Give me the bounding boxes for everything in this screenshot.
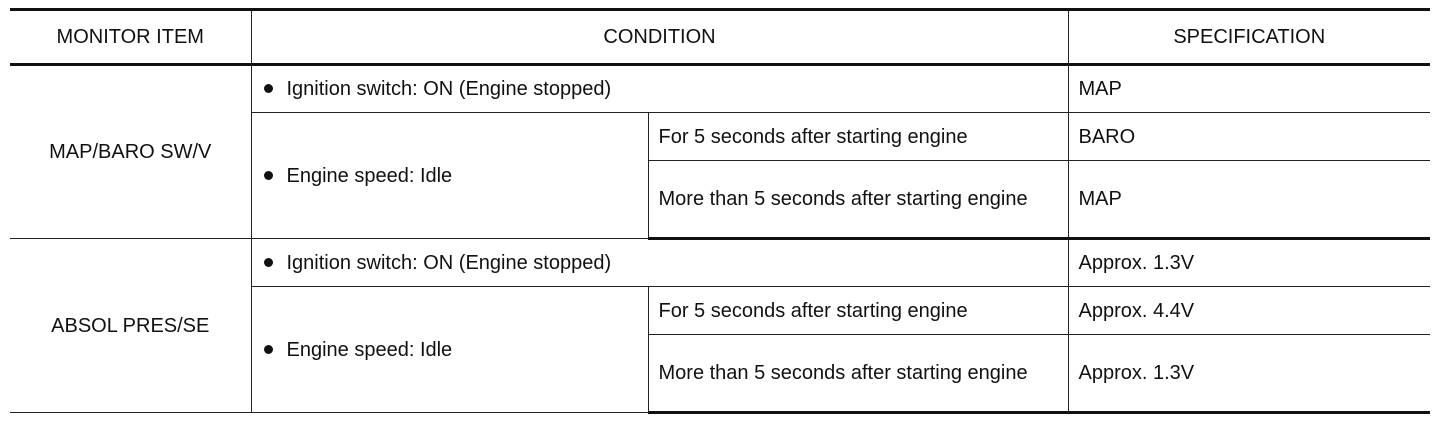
header-monitor-item: MONITOR ITEM [10, 10, 251, 65]
bullet-icon [264, 258, 273, 267]
monitor-item-cell: ABSOL PRES/SE [10, 239, 251, 413]
table-row [10, 65, 1430, 113]
sub-condition-cell: For 5 seconds after starting engine [648, 113, 1068, 161]
condition-cell [251, 239, 1068, 287]
header-condition: CONDITION [251, 10, 1068, 65]
specification-cell: MAP [1068, 161, 1430, 239]
condition-cell [251, 287, 648, 413]
sub-condition-cell: More than 5 seconds after starting engine [648, 335, 1068, 413]
condition-cell [251, 113, 648, 239]
header-row [10, 10, 1430, 65]
monitor-spec-table [10, 8, 1430, 414]
condition-text: Ignition switch: ON (Engine stopped) [286, 78, 612, 100]
specification-cell: Approx. 1.3V [1068, 335, 1430, 413]
sub-condition-cell: For 5 seconds after starting engine [648, 287, 1068, 335]
bullet-icon [264, 171, 273, 180]
table-row [10, 239, 1430, 287]
specification-cell: BARO [1068, 113, 1430, 161]
condition-text: Engine speed: Idle [286, 164, 453, 187]
specification-cell: Approx. 4.4V [1068, 287, 1430, 335]
condition-text: Ignition switch: ON (Engine stopped) [286, 252, 612, 274]
header-specification: SPECIFICATION [1068, 10, 1430, 65]
condition-cell [251, 65, 1068, 113]
condition-text: Engine speed: Idle [286, 338, 453, 361]
specification-cell: MAP [1068, 65, 1430, 113]
sub-condition-cell: More than 5 seconds after starting engine [648, 161, 1068, 239]
specification-cell: Approx. 1.3V [1068, 239, 1430, 287]
bullet-icon [264, 345, 273, 354]
bullet-icon [264, 84, 273, 93]
monitor-item-cell: MAP/BARO SW/V [10, 65, 251, 239]
